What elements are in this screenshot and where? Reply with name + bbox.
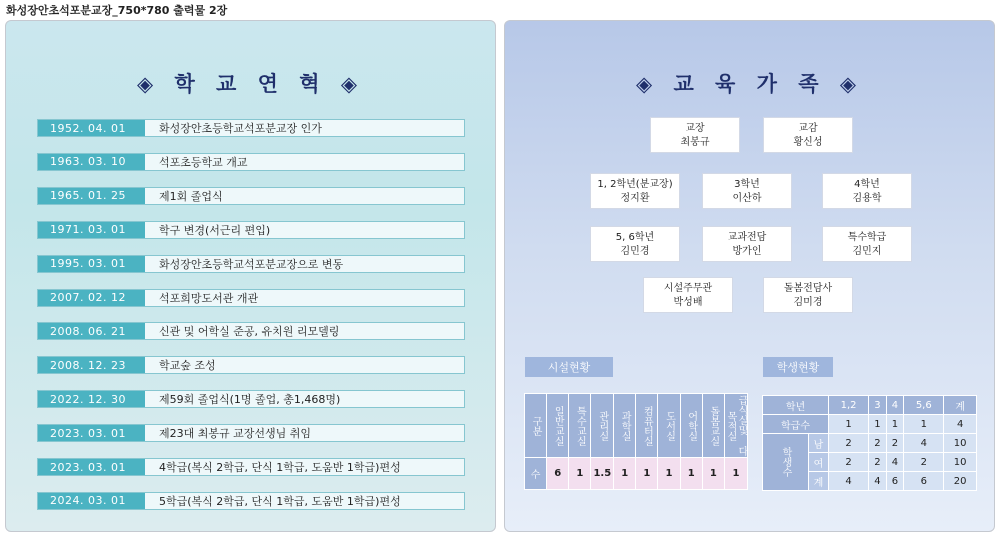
- staff-name: 김미경: [793, 297, 823, 308]
- staff-role: 교감: [798, 123, 818, 134]
- staff-role: 1, 2학년(분교장): [597, 179, 673, 190]
- history-title: ◈ 학 교 연 혁 ◈: [137, 72, 364, 96]
- history-row: [37, 221, 465, 239]
- history-row: [37, 390, 465, 408]
- history-event: 석포희망도서관 개관: [159, 291, 259, 305]
- facility-header-cell: 도서실: [658, 394, 680, 458]
- staff-name: 정지환: [620, 193, 650, 204]
- student-header-cell: 1,2: [829, 396, 869, 415]
- history-row: [37, 153, 465, 171]
- staff-card: [763, 277, 853, 313]
- history-row: [37, 322, 465, 340]
- history-event: 제23대 최봉규 교장선생님 취임: [159, 427, 311, 441]
- student-count-cell: 2: [869, 453, 887, 472]
- class-count-cell: 1: [886, 415, 904, 434]
- facility-header-cell: 돌봄교실: [702, 394, 724, 458]
- history-date: 1963. 03. 10: [38, 154, 145, 170]
- history-event: 제59회 졸업식(1명 졸업, 총1,468명): [159, 393, 341, 407]
- student-count-cell: 2: [869, 434, 887, 453]
- student-header-cell: 3: [869, 396, 887, 415]
- staff-name: 방가인: [732, 246, 762, 257]
- facilities-table: [524, 393, 748, 490]
- facilities-label: 시설현황: [525, 357, 613, 377]
- facility-header-cell: 컴퓨터실: [636, 394, 658, 458]
- facilities-row-label: 수: [525, 458, 547, 490]
- staff-card: [822, 173, 912, 209]
- staff-role: 3학년: [734, 179, 760, 190]
- facility-count-cell: 1: [569, 458, 591, 490]
- history-event: 신관 및 어학실 준공, 유치원 리모델링: [159, 325, 340, 339]
- staff-card: [590, 226, 680, 262]
- staff-card: [650, 117, 740, 153]
- staff-name: 김민경: [620, 246, 650, 257]
- staff-name: 박성배: [673, 297, 703, 308]
- family-title: ◈ 교 육 가 족 ◈: [636, 72, 863, 96]
- history-row: [37, 424, 465, 442]
- student-count-cell: 6: [904, 472, 944, 491]
- history-date: 2008. 06. 21: [38, 323, 145, 339]
- staff-card: [763, 117, 853, 153]
- students-label: 학생현황: [763, 357, 833, 377]
- class-count-cell: 1: [829, 415, 869, 434]
- student-row-label: 남: [809, 434, 829, 453]
- student-row-label: 계: [809, 472, 829, 491]
- staff-card: [702, 173, 792, 209]
- history-row: [37, 255, 465, 273]
- history-event: 4학급(복식 2학급, 단식 1학급, 도움반 1학급)편성: [159, 461, 401, 474]
- history-date: 2023. 03. 01: [38, 425, 145, 441]
- class-count-cell: 1: [869, 415, 887, 434]
- student-header-cell: 5,6: [904, 396, 944, 415]
- history-event: 5학급(복식 2학급, 단식 1학급, 도움반 1학급)편성: [159, 494, 401, 508]
- facility-header-cell: 급식실및 다목적실: [724, 395, 747, 456]
- student-row-label: 여: [809, 453, 829, 472]
- staff-name: 최봉규: [680, 137, 710, 148]
- student-header-cell: 계: [944, 396, 977, 415]
- staff-role: 돌봄전담사: [783, 283, 833, 294]
- facility-count-cell: 1: [702, 458, 724, 490]
- history-event: 학교숲 조성: [159, 359, 216, 373]
- facility-count-cell: 1: [724, 458, 747, 490]
- staff-name: 김용학: [852, 193, 882, 204]
- student-count-cell: 4: [869, 472, 887, 491]
- history-row: [37, 356, 465, 374]
- facility-count-cell: 1.5: [591, 458, 614, 490]
- students-table: [762, 395, 977, 491]
- history-date: 2008. 12. 23: [38, 357, 145, 373]
- staff-card: [822, 226, 912, 262]
- history-date: 2022. 12. 30: [38, 391, 145, 407]
- student-count-cell: 6: [886, 472, 904, 491]
- history-date: 1995. 03. 01: [38, 256, 145, 272]
- history-date: 1971. 03. 01: [38, 222, 145, 238]
- student-count-cell: 10: [944, 453, 977, 472]
- staff-role: 특수학급: [847, 232, 887, 243]
- student-count-cell: 10: [944, 434, 977, 453]
- facility-header-cell: 특수교실: [569, 394, 591, 458]
- staff-role: 교장: [685, 123, 705, 134]
- facility-count-cell: 6: [547, 458, 569, 490]
- history-event: 화성장안초등학교석포분교장 인가: [159, 122, 322, 135]
- facilities-corner-cell: 구분: [525, 394, 547, 458]
- student-count-cell: 2: [829, 453, 869, 472]
- student-count-cell: 20: [944, 472, 977, 491]
- history-row: [37, 187, 465, 205]
- history-date: 2024. 03. 01: [38, 493, 145, 509]
- staff-card: [590, 173, 680, 209]
- history-event: 석포초등학교 개교: [159, 155, 248, 169]
- staff-role: 시설주무관: [663, 283, 713, 294]
- staff-name: 이산하: [732, 193, 762, 204]
- facility-count-cell: 1: [636, 458, 658, 490]
- student-count-cell: 2: [829, 434, 869, 453]
- class-count-label: 학급수: [763, 415, 829, 434]
- staff-name: 황신성: [793, 137, 823, 148]
- staff-card: [643, 277, 733, 313]
- facility-count-cell: 1: [680, 458, 702, 490]
- history-date: 2023. 03. 01: [38, 459, 145, 475]
- history-event: 제1회 졸업식: [159, 189, 223, 203]
- student-header-cell: 4: [886, 396, 904, 415]
- staff-role: 4학년: [854, 179, 880, 190]
- staff-card: [702, 226, 792, 262]
- facility-count-cell: 1: [614, 458, 636, 490]
- staff-name: 김민지: [852, 246, 882, 257]
- history-date: 1952. 04. 01: [38, 120, 145, 136]
- student-count-side-label: 학생수: [763, 434, 809, 491]
- class-count-cell: 1: [904, 415, 944, 434]
- student-count-cell: 4: [886, 453, 904, 472]
- student-count-cell: 2: [904, 453, 944, 472]
- history-panel: [5, 20, 496, 532]
- facility-count-cell: 1: [658, 458, 680, 490]
- staff-role: 교과전담: [727, 232, 767, 243]
- staff-role: 5, 6학년: [615, 232, 655, 243]
- family-panel: [504, 20, 995, 532]
- student-header-cell: 학년: [763, 396, 829, 415]
- student-count-cell: 2: [886, 434, 904, 453]
- facility-header-cell: 어학실: [680, 394, 702, 458]
- student-count-cell: 4: [829, 472, 869, 491]
- facility-header-cell: 관리실: [591, 394, 614, 458]
- file-title: 화성장안초석포분교장_750*780 출력물 2장: [6, 4, 228, 17]
- history-row: [37, 289, 465, 307]
- facility-header-cell: 과학실: [614, 394, 636, 458]
- student-count-cell: 4: [904, 434, 944, 453]
- history-date: 2007. 02. 12: [38, 290, 145, 306]
- history-row: [37, 492, 465, 510]
- class-count-cell: 4: [944, 415, 977, 434]
- history-date: 1965. 01. 25: [38, 188, 145, 204]
- facility-header-cell: 일반교실: [547, 394, 569, 458]
- history-event: 화성장안초등학교석포분교장으로 변동: [159, 257, 344, 271]
- history-row: [37, 458, 465, 476]
- history-row: [37, 119, 465, 137]
- history-event: 학구 변경(서근리 편입): [159, 223, 271, 237]
